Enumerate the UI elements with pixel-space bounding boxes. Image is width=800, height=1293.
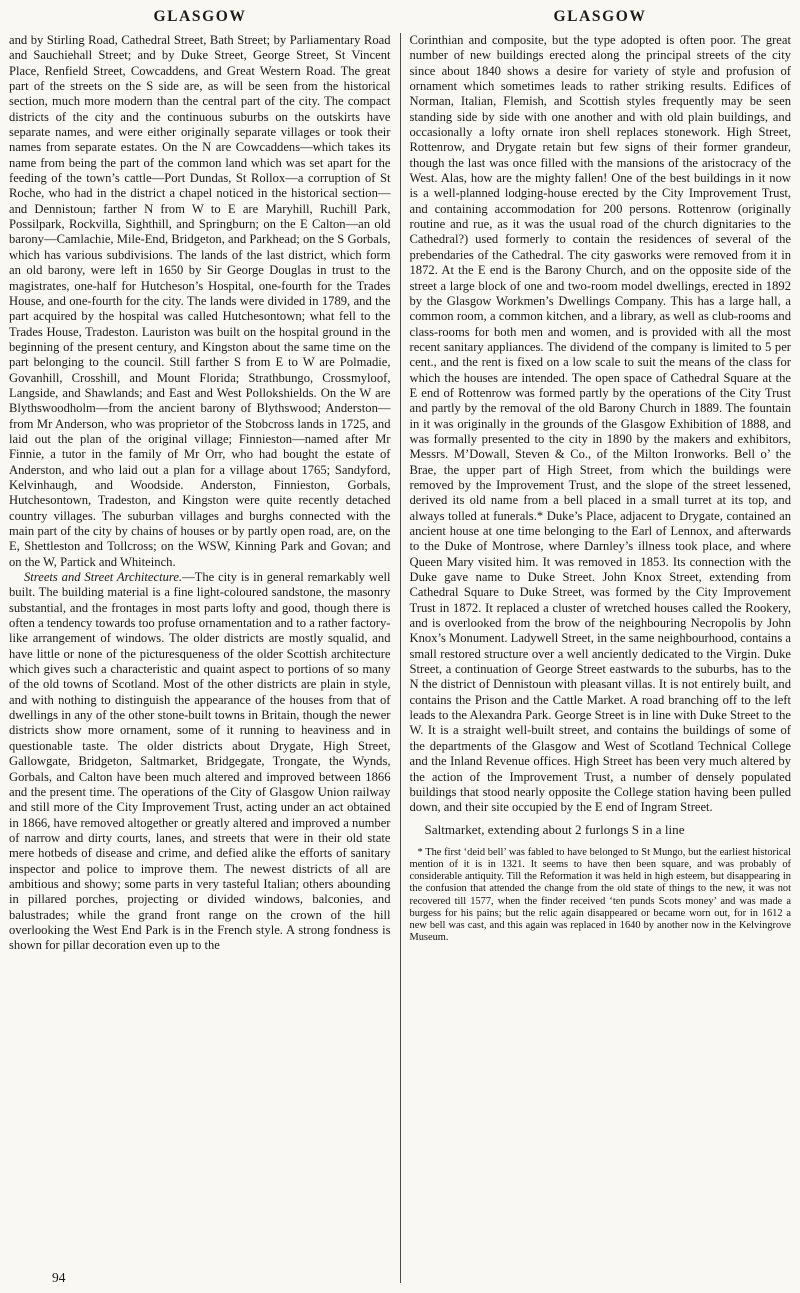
text-columns xyxy=(0,33,800,1283)
section-body-text: —The city is in general remarkably well built. The building material is a fine light-coloured sandstone, the masonry substantial, and the frontages in most parts lofty and good, though there is often a tendency towards too profuse ornamentation and to a rather factory-like arrangement of windows. The older districts are mostly squalid, and have little or none of the picturesqueness of the older Scottish architecture which gives such a characteristic and quaint aspect to portions of so many of the old towns of Scotland. Most of the other districts are plain in style, and with nothing to distinguish the appearance of the houses from that of dwellings in any of the other stone-built towns in Britain, though the newer districts show more ornament, some of it running to heaviness and in questionable taste. The older districts about Drygate, High Street, Gallowgate, Bridgeton, Saltmarket, Bridgegate, Trongate, the Wynds, Gorbals, and Calton have been much altered and improved between 1866 and the present time. The operations of the City of Glasgow Union railway and still more of the City Improvement Trust, acting under an act obtained in 1866, have removed altogether or greatly altered and improved a number of narrow and dirty courts, lanes, and streets that were in their old state mere hotbeds of disease and crime, and defied alike the efforts of sanitary inspector and police to improve them. The newest districts of all are ambitious and showy; some parts in very tasteful Italian; others abounding in pillared porches, projecting or divided windows, balconies, and balustrades; while the grand front range on the crown of the hill overlooking the West End Park is in the French style. A strong fondness is shown for pillar decoration even up to the xyxy=(9,570,391,953)
running-heads xyxy=(0,0,800,26)
right-paragraph-continuation: Corinthian and composite, but the type adopted is often poor. The great number of new buildings erected along the principal streets of the city since about 1840 shows a desire for variety of style and profusion of ornament which sometimes leads to rather striking results. Edifices of Norman, Italian, Flemish, and Scottish styles frequently may be seen standing side by side with one another and with old plain buildings, and occasionally a lofty ornate iron shell replaces stonework. High Street, Rottenrow, and Drygate retain but few signs of their former grandeur, though the last was once filled with the mansions of the aristocracy of the West. Alas, how are the mighty fallen! One of the best buildings in it now is a well-planned lodging-house erected by the City Improvement Trust, and containing accommodation for 200 persons. Rottenrow (originally routine and rue, as it was the usual road of the church dignitaries to the Cathedral?) used formerly to contain the residences of several of the prebendaries of the Cathedral. The city gasworks were removed from it in 1872. At the E end is the Barony Church, and on the opposite side of the street a large block of one and two-room model dwellings, erected in 1892 by the Glasgow Workmen’s Dwellings Company. This has a large hall, a common room, a common kitchen, and a library, as well as club-rooms and class-rooms for both men and women, and is provided with all the most recent sanitary appliances. The dividend of the company is limited to 5 per cent., and the rent is fixed on a low scale to suit the means of the class for which the houses are intended. The open space of Cathedral Square at the E end of Rottenrow was formed partly by the operations of the City Trust and partly by the removal of the old Barony Church in 1889. The fountain in it was originally in the grounds of the Glasgow Exhibition of 1888, and was formally presented to the city in 1890 by the makers and exhibitors, Messrs. M’Dowall, Steven & Co., of the Milton Ironworks. Bell o’ the Brae, the upper part of High Street, from which the buildings were removed by the Improvement Trust, and the slope of the street lessened, derived its old name from a bell placed in a small turret at its top, and always tolled at funerals.* Duke’s Place, adjacent to Drygate, contained an ancient house at one time belonging to the Earl of Lennox, and afterwards to the Duke of Montrose, where Darnley’s illness took place, and where Queen Mary visited him. It was removed in 1853. Its connection with the Duke gave name to Duke Street. John Knox Street, extending from Cathedral Square to Duke Street, was formed by the City Improvement Trust in 1872. It replaced a cluster of wretched houses called the Rookery, and is overlooked from the brow of the neighbouring Necropolis by John Knox’s Monument. Ladywell Street, in the same neighbourhood, contains a small restored structure over a well anciently dedicated to the Virgin. Duke Street, a continuation of George Street eastwards to the suburbs, has to the N the district of Dennistoun with pleasant villas. It is not entirely built, and contains the Prison and the Cattle Market. A road branching off to the left leads to the Alexandra Park. George Street is in line with Duke Street to the W. It is a straight well-built street, and contains the buildings of some of the departments of the Glasgow and West of Scotland Technical College and the Inland Revenue offices. High Street has been very much altered by the action of the Improvement Trust, a number of densely populated buildings that stood nearly opposite the College station having been pulled down, and their site occupied by the E end of Ingram Street. xyxy=(409,33,791,815)
running-head-right: GLASGOW xyxy=(553,8,647,25)
left-paragraph-continuation: and by Stirling Road, Cathedral Street, Bath Street; by Parliamentary Road and Sauchiehall Street; and by Duke Street, George Street, St Vincent Place, Renfield Street, Cowcaddens, and Great Western Road. The great part of the streets on the S side are, as will be seen from the historical section, much more modern than the central part of the city. The compact districts of the city and the continuous suburbs on the outskirts have separate names, and were either originally separate villages or took their names from separate estates. On the N are Cowcaddens—which takes its name from being the part of the common land which was set apart for the feeding of the town’s cattle—Port Dundas, St Rollox—a corruption of St Roche, who had in the district a chapel noticed in the historical section—and Dennistoun; farther N from W to E are Maryhill, Ruchill Park, Possilpark, Rockvilla, Sighthill, and Springburn; on the E Calton—an old barony—Camlachie, Mile-End, Bridgeton, and Parkhead; on the S Gorbals, which has various subdivisions. The lands of the last district, which form an old barony, were left in 1650 by Sir George Douglas in trust to the magistrates, one-half for Hutcheson’s Hospital, one-fourth for the Trades House, and one-fourth for the city. The lands were divided in 1789, and the part acquired by the hospital was called Hutchesontown; what fell to the Trades House, Tradeston. Lauriston was built on the hospital ground in the beginning of the present century, and Kingston about the same time on the part belonging to the council. Still farther S from E to W are Polmadie, Govanhill, Crosshill, and Mount Florida; Strathbungo, Crossmyloof, Langside, and Shawlands; and East and West Pollokshields. On the W are Blythswoodholm—from the ancient barony of Blythswood; Anderston—from Mr Anderson, who was proprietor of the Stobcross lands in 1725, and laid out the plan of the original village; Finnieston—named after Mr Finnie, a tutor in the family of Mr Orr, who had bought the estate of Anderston, and who laid out a plan for a village about 1765; Sandyford, Kelvinhaugh, and Woodside. Anderston, Finnieston, Gorbals, Hutchesontown, Tradeston, and Kingston were quite recently detached country villages. The suburban villages and burghs connected with the main part of the city by chains of houses or by partly open road, are, on the E, Shettleston and Tollcross; on the WSW, Kinning Park and Govan; and on the W, Partick and Whiteinch. xyxy=(9,33,391,569)
footnote-deid-bell: * The first ‘deid bell’ was fabled to have belonged to St Mungo, but the earliest historical mention of it is in 1321. It seems to have then been square, and was probably of considerable antiquity. Till the Reformation it was held in high esteem, but disappearing in the confusion that attended the change from the old state of things to the new, it was not recovered till 1577, when the finder received ‘ten punds Scots money’ and was made a burgess for his pains; but the relic again disappeared or became worn out, for in 1612 a new bell was cast, and this again was replaced in 1640 by another now in the Kelvingrove Museum. xyxy=(409,846,791,944)
saltmarket-paragraph: Saltmarket, extending about 2 furlongs S in a line xyxy=(424,821,685,837)
left-column xyxy=(0,33,400,1283)
right-column xyxy=(401,33,800,1283)
running-head-left: GLASGOW xyxy=(153,8,247,25)
page-number: 94 xyxy=(52,1270,66,1285)
streets-architecture-paragraph xyxy=(9,570,391,954)
section-heading-streets-and-street-architecture: Streets and Street Architecture. xyxy=(24,570,183,585)
